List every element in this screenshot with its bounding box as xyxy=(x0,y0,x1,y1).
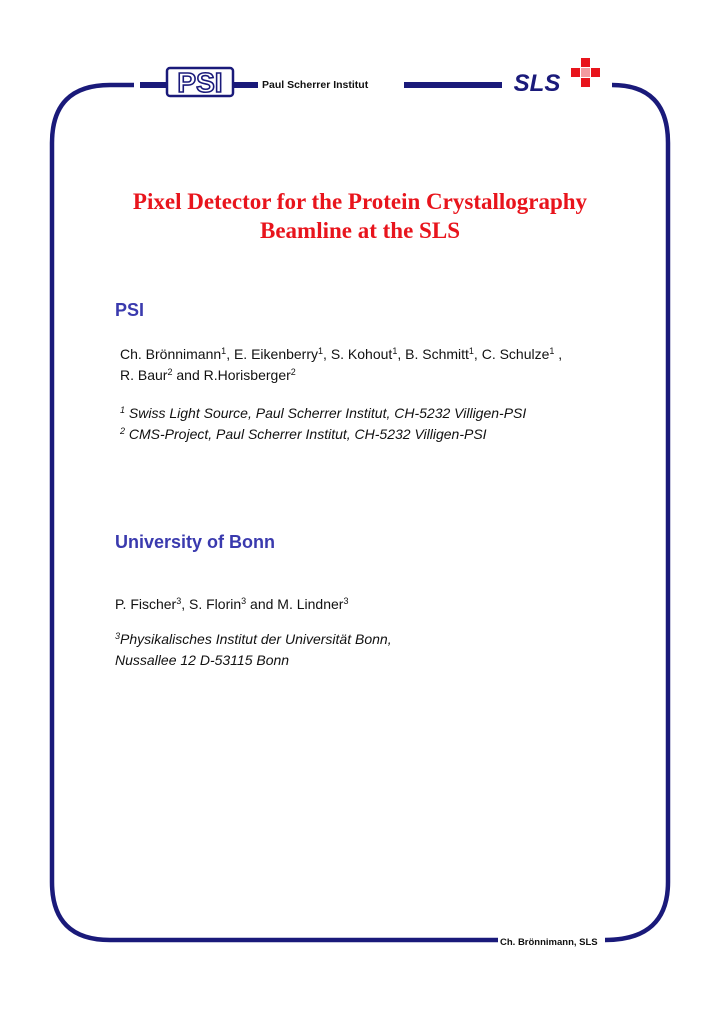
psi-authors xyxy=(120,344,562,386)
title-line-2: Beamline at the SLS xyxy=(260,218,460,243)
title-line-1: Pixel Detector for the Protein Crystallography xyxy=(132,189,588,214)
header-line-right xyxy=(404,82,502,88)
author-name: R. Baur xyxy=(120,367,168,383)
header-line-left xyxy=(140,82,168,88)
author-affiliation-sup: 1 xyxy=(468,346,474,356)
psi-authors-line-2: R. Baur$^2$ and R.Horisberger$^2$ xyxy=(120,367,296,383)
author-affiliation-sup: 1 xyxy=(221,346,227,356)
affiliation-line: $^1$ Swiss Light Source, Paul Scherrer Institut, CH-5232 Villigen-PSI xyxy=(120,405,527,421)
author-name: Ch. Brönnimann xyxy=(120,346,222,362)
author-name: S. Kohout xyxy=(330,346,393,362)
author-affiliation-sup: 1 xyxy=(549,346,555,356)
psi-heading: PSI xyxy=(115,300,145,320)
bonn-heading: University of Bonn xyxy=(115,532,276,552)
author-name: B. Schmitt xyxy=(405,346,469,362)
author-affiliation-sup: 2 xyxy=(167,367,173,377)
author-affiliation-sup: 3 xyxy=(241,596,247,606)
sls-logo xyxy=(514,58,600,97)
author-name: R.Horisberger xyxy=(203,367,291,383)
author-name: S. Florin xyxy=(189,596,242,612)
bonn-authors: P. Fischer$^3$, S. Florin$^3$ and M. Lindner$^3$ xyxy=(115,596,349,612)
psi-authors-line-1: Ch. Brönnimann$^1$, E. Eikenberry$^1$, S. Kohout$^1$, B. Schmitt$^1$, C. Schulze$^1$ , xyxy=(120,346,563,362)
header-institute-label: Paul Scherrer Institut xyxy=(262,79,369,91)
affiliation-line: $^2$ CMS-Project, Paul Scherrer Institut, CH-5232 Villigen-PSI xyxy=(120,426,487,442)
bonn-affiliation-sup: 3 xyxy=(115,631,121,641)
author-name: E. Eikenberry xyxy=(233,346,319,362)
author-name: M. Lindner xyxy=(277,596,344,612)
author-name: P. Fischer xyxy=(115,596,177,612)
page-title xyxy=(60,187,660,245)
author-name: C. Schulze xyxy=(481,346,550,362)
author-affiliation-sup: 3 xyxy=(343,596,349,606)
author-affiliation-sup: 1 xyxy=(392,346,398,356)
footer-author: Ch. Brönnimann, SLS xyxy=(500,937,598,948)
author-affiliation-sup: 2 xyxy=(290,367,296,377)
bonn-affiliation-line-2: Nussallee 12 D-53115 Bonn xyxy=(115,652,290,668)
psi-logo-text: PSI xyxy=(177,67,223,98)
bonn-affiliation xyxy=(115,629,392,671)
affiliation-sup: 2 xyxy=(120,426,126,436)
author-affiliation-sup: 1 xyxy=(318,346,324,356)
sls-logo-text: SLS xyxy=(513,70,561,97)
bonn-affiliation-line-1 xyxy=(115,629,392,650)
psi-logo xyxy=(167,67,233,98)
bonn-affiliation-text-1: Physikalisches Institut der Universität Bonn, xyxy=(120,631,392,647)
affiliation-sup: 1 xyxy=(120,405,126,415)
psi-affiliations xyxy=(120,403,526,445)
author-affiliation-sup: 3 xyxy=(176,596,182,606)
sls-cross-icon xyxy=(571,58,600,87)
